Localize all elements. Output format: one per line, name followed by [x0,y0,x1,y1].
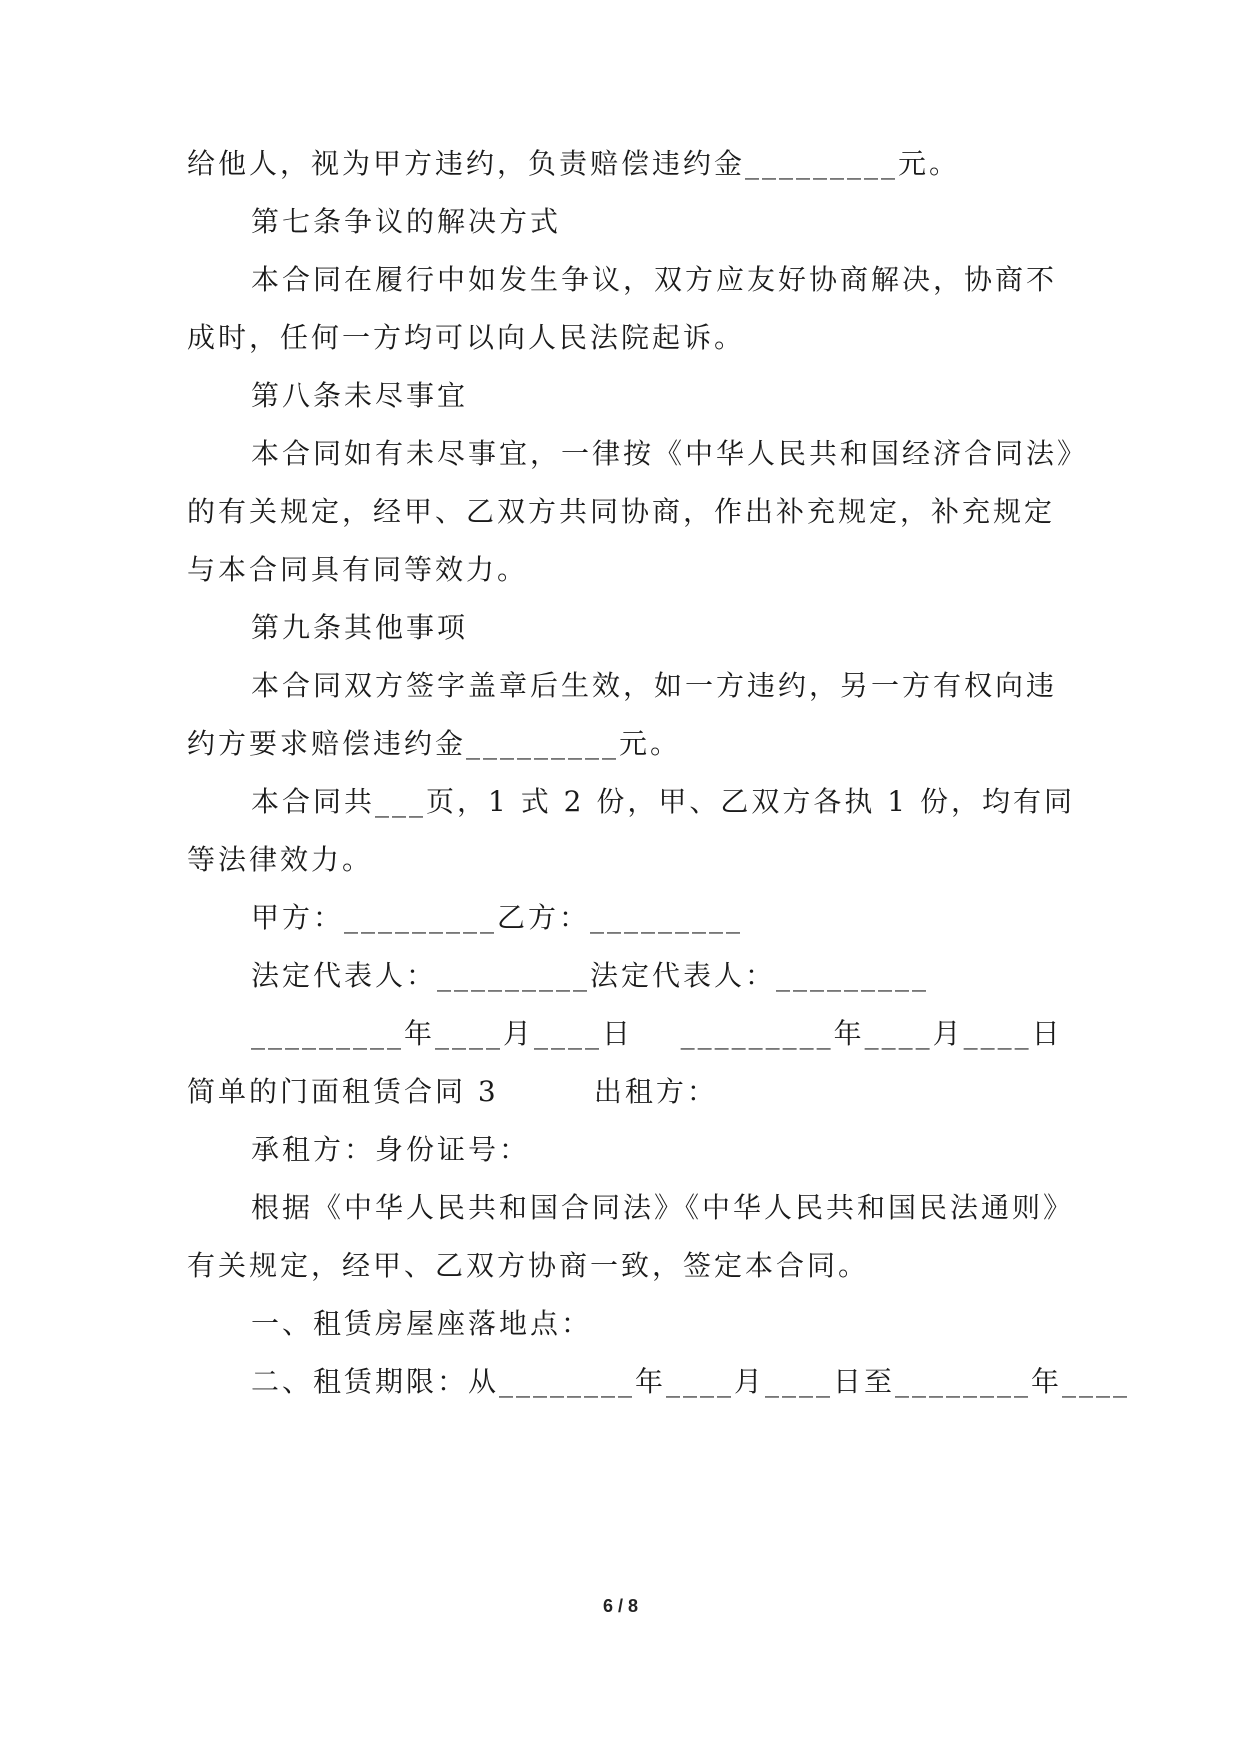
paragraph-line: 与本合同具有同等效力。 [187,553,529,586]
paragraph-line: 的有关规定，经甲、乙双方共同协商，作出补充规定，补充规定 [187,495,1056,528]
paragraph-line: 成时，任何一方均可以向人民法院起诉。 [187,321,746,354]
paragraph-line: 承租方：身份证号： [251,1133,531,1166]
paragraph-line: 给他人，视为甲方违约，负责赔偿违约金_________元。 [187,147,961,180]
paragraph-line: 有关规定，经甲、乙双方协商一致，签定本合同。 [187,1249,870,1282]
page-number: 6 / 8 [602,1596,639,1616]
paragraph-line: 本合同双方签字盖章后生效，如一方违约，另一方有权向违 [251,669,1058,702]
paragraph-line: 本合同在履行中如发生争议，双方应友好协商解决，协商不 [251,263,1058,296]
paragraph-line: 约方要求赔偿违约金_________元。 [187,727,682,760]
signature-line: 法定代表人：_________法定代表人：_________ [251,959,930,992]
paragraph-line: 根据《中华人民共和国合同法》《中华人民共和国民法通则》 [251,1191,1075,1224]
paragraph-line: 本合同如有未尽事宜，一律按《中华人民共和国经济合同法》 [251,437,1089,470]
contract-title: 简单的门面租赁合同 3 出租方： [187,1075,718,1108]
section-heading: 第九条其他事项 [251,611,469,644]
paragraph-line: 本合同共___页，1 式 2 份，甲、乙双方各执 1 份，均有同 [251,785,1075,818]
section-heading: 第八条未尽事宜 [251,379,469,412]
paragraph-line: 一、租赁房屋座落地点： [251,1307,593,1340]
paragraph-line: 等法律效力。 [187,843,374,876]
section-heading: 第七条争议的解决方式 [251,205,562,238]
signature-line: 甲方：_________乙方：_________ [251,901,744,934]
date-line: _________年____月____日 _________年____月____日 [251,1017,1063,1050]
paragraph-line: 二、租赁期限：从________年____月____日至________年____ [251,1365,1131,1398]
